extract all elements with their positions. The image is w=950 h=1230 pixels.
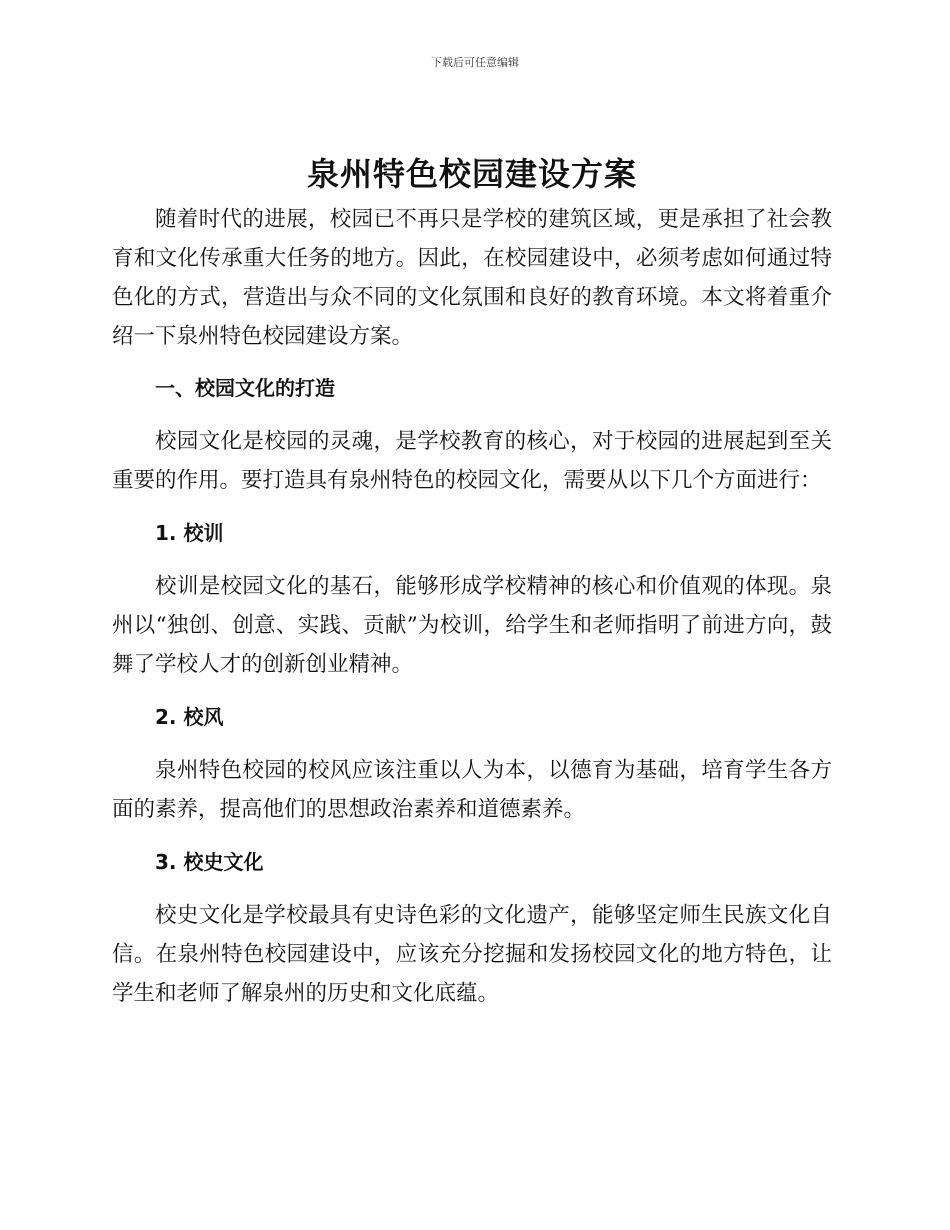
subheading-school-ethos: 2. 校风 <box>155 705 224 729</box>
subheading-school-motto: 1. 校训 <box>155 521 224 545</box>
paragraph-school-history: 校史文化是学校最具有史诗色彩的文化遗产，能够坚定师生民族文化自信。在泉州特色校园建设中，应该充分挖掘和发扬校园文化的地方特色，让学生和老师了解泉州的历史和文化底蕴。 <box>112 903 832 1006</box>
subheading-school-history: 3. 校史文化 <box>155 850 264 874</box>
page-title: 泉州特色校园建设方案 <box>306 155 637 193</box>
intro-paragraph: 随着时代的进展，校园已不再只是学校的建筑区域，更是承担了社会教育和文化传承重大任务的地方。因此，在校园建设中，必须考虑如何通过特色化的方式，营造出与众不同的文化氛围和良好的教育环境。本文将着重介绍一下泉州特色校园建设方案。 <box>112 207 832 349</box>
document-body <box>112 148 832 1013</box>
paragraph-school-motto: 校训是校园文化的基石，能够形成学校精神的核心和价值观的体现。泉州以“独创、创意、实践、贡献”为校训，给学生和老师指明了前进方向，鼓舞了学校人才的创新创业精神。 <box>112 574 832 677</box>
section-heading-campus-culture: 一、校园文化的打造 <box>155 376 335 400</box>
section-paragraph-campus-culture: 校园文化是校园的灵魂，是学校教育的核心，对于校园的进展起到至关重要的作用。要打造具有泉州特色的校园文化，需要从以下几个方面进行： <box>112 429 832 493</box>
paragraph-school-ethos: 泉州特色校园的校风应该注重以人为本，以德育为基础，培育学生各方面的素养，提高他们的思想政治素养和道德素养。 <box>112 758 832 822</box>
header-note: 下载后可任意编辑 <box>431 56 519 69</box>
